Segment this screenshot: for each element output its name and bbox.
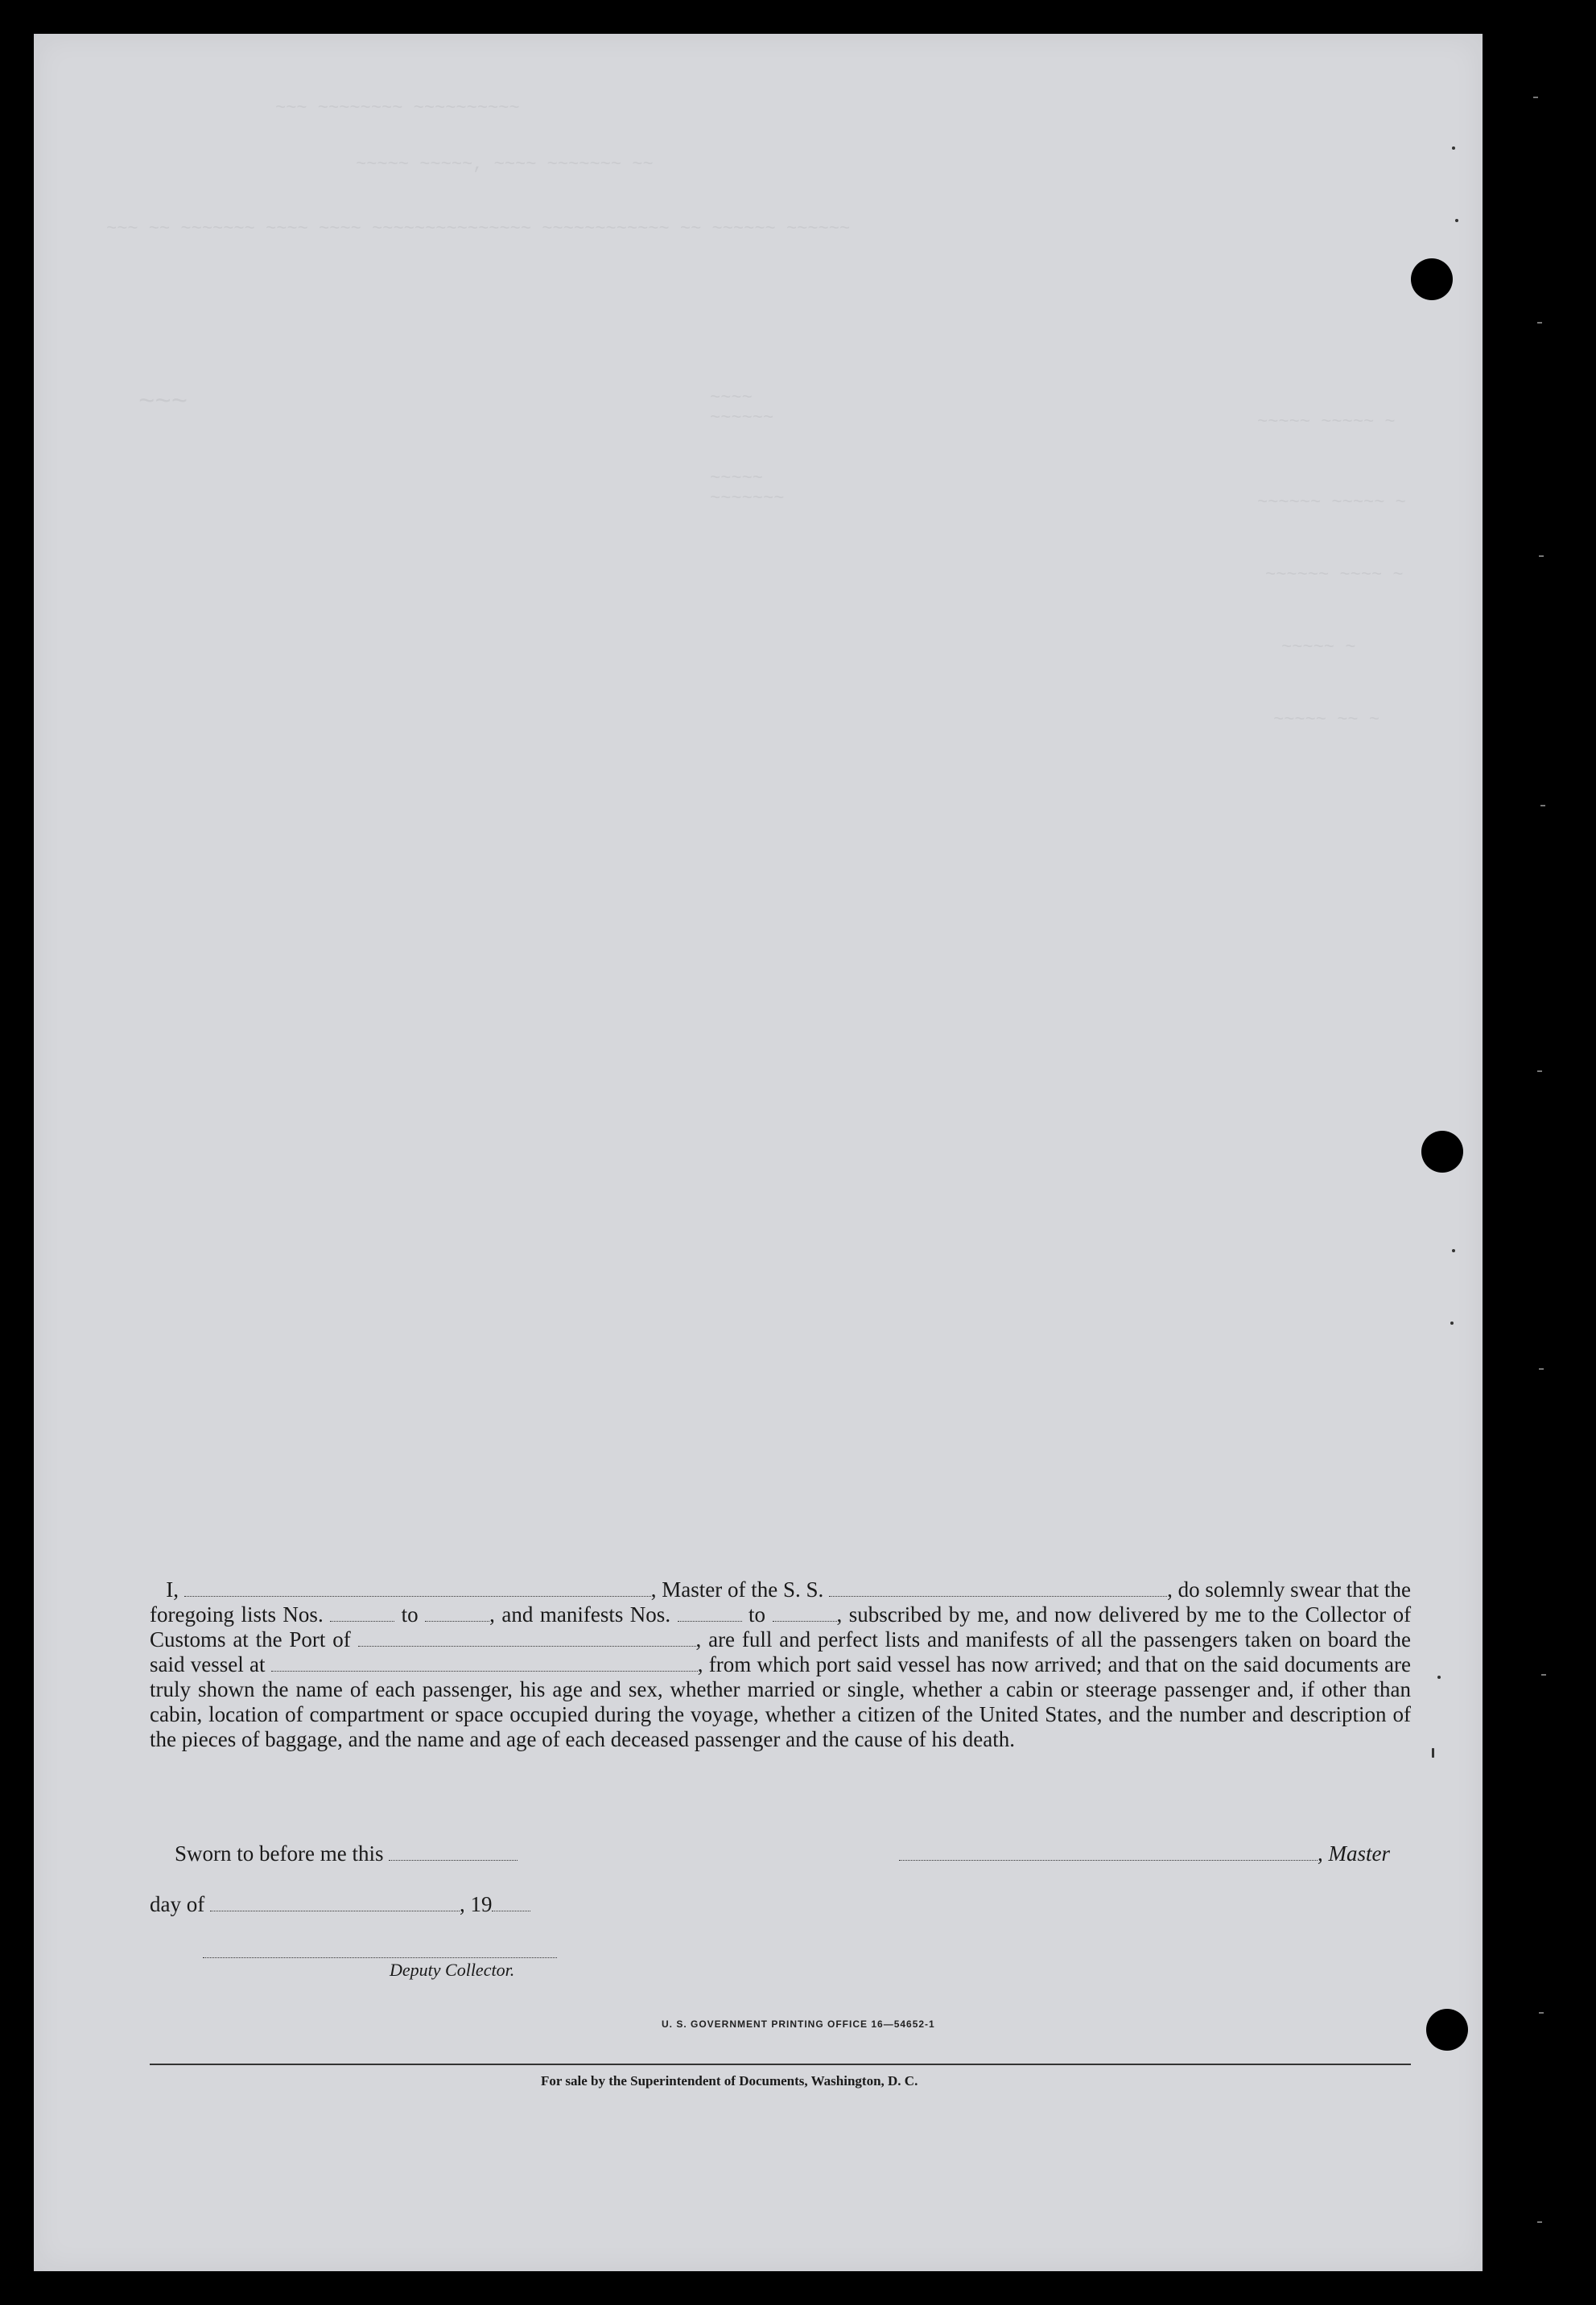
oath-text: , subscribed by me, and now delivered by me to the Collector of Customs at the Port of: [150, 1602, 1412, 1651]
film-edge-mark: [1539, 555, 1544, 557]
bleed-through-text: ~~~~~ ~~~~~~~: [710, 468, 785, 509]
oath-text: to: [749, 1602, 766, 1627]
ship-name-blank[interactable]: [829, 1580, 1167, 1597]
port-blank[interactable]: [358, 1630, 696, 1647]
oath-text: , from which port said vessel has now arrived; and that on the said documents are truly shown the name of each passenger, his age and sex, whether married or single, whether a cabin or steerage passenger and, if other than cabin, location of compartment or space occupied during the voyage, whether a citizen of the United States, and the number and description of the pieces of baggage, and the name and age of each deceased passenger and the cause of his death.: [150, 1652, 1412, 1751]
bleed-through-text: ~~~~~~ ~~~~ ~: [1265, 565, 1404, 585]
oath-paragraph: [150, 1577, 1411, 1752]
bleed-through-text: ~~~~ ~~~~~~: [710, 388, 774, 428]
speck: [1455, 219, 1458, 222]
bleed-through-text: ~~~~~ ~~ ~: [1273, 710, 1380, 730]
oath-text: , and manifests Nos.: [489, 1602, 671, 1627]
lists-from-blank[interactable]: [330, 1605, 394, 1622]
film-edge-mark: [1541, 1674, 1546, 1676]
bleed-through-text: ~~~: [138, 388, 188, 419]
punch-hole: [1411, 258, 1453, 300]
sale-notice: For sale by the Superintendent of Documents, Washington, D. C.: [541, 2073, 918, 2089]
punch-hole: [1421, 1131, 1463, 1173]
bleed-through-text: ~~~~~~ ~~~~~ ~: [1257, 493, 1406, 513]
manifests-to-blank[interactable]: [773, 1605, 837, 1622]
bleed-through-text: ~~~ ~~ ~~~~~~~ ~~~~ ~~~~ ~~~~~~~~~~~~~~~ ~~~~~~~~~~~~ ~~ ~~~~~~ ~~~~~~: [106, 219, 851, 239]
year-prefix-label: , 19: [459, 1892, 493, 1916]
speck: [1437, 1676, 1441, 1679]
oath-text: , are full and perfect lists and manifests of all the passengers taken on board the said vessel at: [150, 1627, 1412, 1676]
bleed-through-text: ~~~ ~~~~~~~~ ~~~~~~~~~~: [275, 98, 520, 118]
sworn-label: Sworn to before me this: [175, 1841, 384, 1866]
sworn-day-blank[interactable]: [389, 1844, 518, 1861]
oath-text: , do solemnly swear that the foregoing lists Nos.: [150, 1577, 1412, 1627]
bleed-through-text: ~~~~~ ~~~~~, ~~~~ ~~~~~~~ ~~: [356, 155, 654, 175]
month-blank[interactable]: [210, 1895, 460, 1911]
master-name-blank[interactable]: [184, 1580, 651, 1597]
speck: [1452, 146, 1455, 150]
sworn-row: [175, 1841, 518, 1866]
film-edge-mark: [1537, 2221, 1542, 2223]
footer-divider: [150, 2064, 1411, 2065]
master-label: , Master: [1318, 1841, 1390, 1866]
deputy-signature-line[interactable]: [203, 1957, 557, 1958]
film-edge-mark: [1539, 1368, 1544, 1370]
departure-port-blank[interactable]: [271, 1655, 698, 1672]
lists-to-blank[interactable]: [425, 1605, 489, 1622]
oath-text: I,: [166, 1577, 179, 1602]
film-edge-mark: [1537, 1070, 1542, 1072]
deputy-collector-label: Deputy Collector.: [390, 1960, 515, 1980]
day-row: [150, 1892, 530, 1917]
manifests-from-blank[interactable]: [678, 1605, 742, 1622]
speck: [1432, 1748, 1434, 1758]
film-edge-mark: [1533, 97, 1538, 98]
document-page: [34, 34, 1483, 2271]
oath-text: , Master of the S. S.: [650, 1577, 824, 1602]
year-blank[interactable]: [492, 1895, 530, 1911]
day-of-label: day of: [150, 1892, 205, 1916]
bleed-through-text: ~~~~~ ~: [1281, 637, 1356, 658]
printing-office-imprint: U. S. GOVERNMENT PRINTING OFFICE 16—54652-1: [662, 2018, 935, 2030]
speck: [1452, 1249, 1455, 1252]
film-edge-mark: [1540, 805, 1545, 806]
master-signature-row: [899, 1841, 1390, 1866]
film-edge-mark: [1539, 2012, 1544, 2014]
oath-text: to: [401, 1602, 419, 1627]
master-signature-blank[interactable]: [899, 1844, 1318, 1861]
speck: [1450, 1322, 1454, 1325]
punch-hole: [1426, 2009, 1468, 2051]
film-edge-mark: [1537, 322, 1542, 324]
bleed-through-text: ~~~~~ ~~~~~ ~: [1257, 412, 1396, 432]
